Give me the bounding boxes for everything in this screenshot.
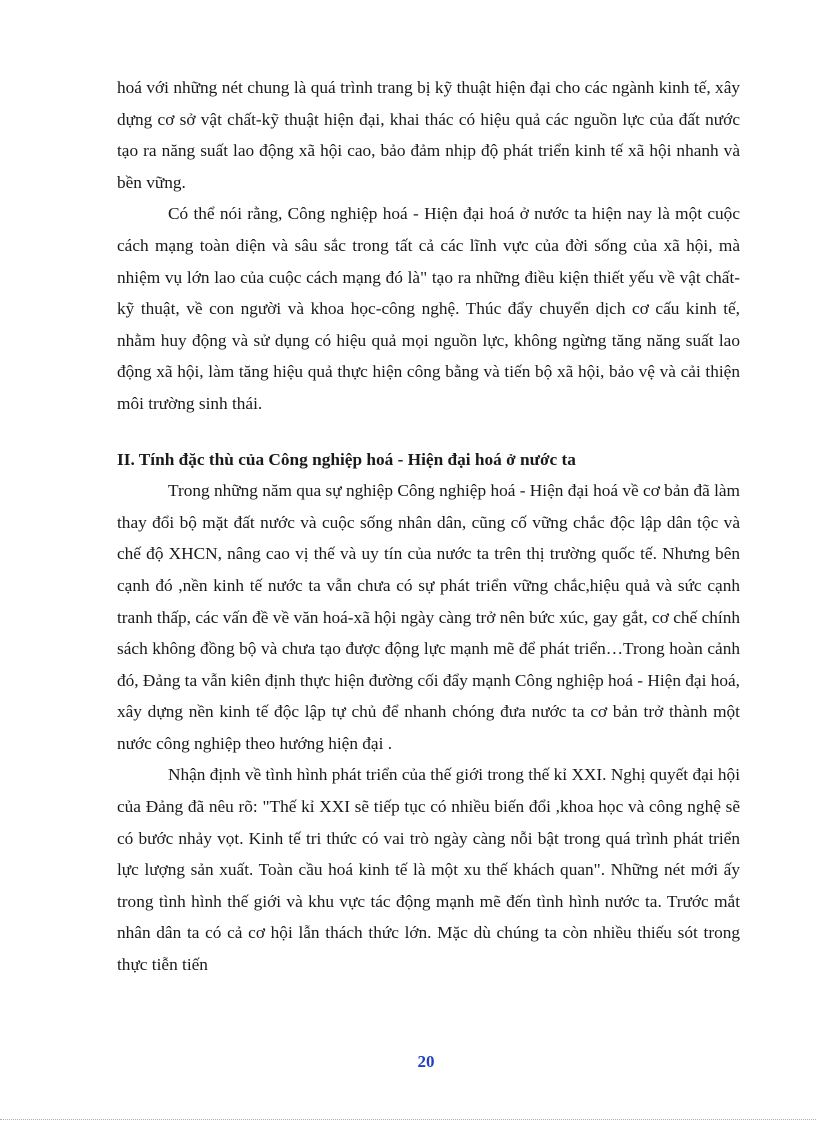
- paragraph-recent-years: Trong những năm qua sự nghiệp Công nghiệp hoá - Hiện đại hoá về cơ bản đã làm thay đổi bộ mặt đất nước và cuộc sống nhân dân, cũng cố vững chắc độc lập dân tộc và chế độ XHCN, nâng cao vị thế và uy tín của nước ta trên thị trường quốc tế. Nhưng bên cạnh đó ,nền kinh tế nước ta vẫn chưa có sự phát triển vững chắc,hiệu quả và sức cạnh tranh thấp, các vấn đề về văn hoá-xã hội ngày càng trở nên bức xúc, gay gắt, cơ chế chính sách không đồng bộ và chưa tạo được động lực mạnh mẽ để phát triển…Trong hoàn cảnh đó, Đảng ta vẫn kiên định thực hiện đường cối đẩy mạnh Công nghiệp hoá - Hiện đại hoá, xây dựng nền kinh tế độc lập tự chủ để nhanh chóng đưa nước ta cơ bản trở thành một nước công nghiệp theo hướng hiện đại .: [117, 481, 740, 753]
- paragraph-21st-century: Nhận định về tình hình phát triển của thế giới trong thế kỉ XXI. Nghị quyết đại hội của Đảng đã nêu rõ: "Thế kỉ XXI sẽ tiếp tục có nhiều biến đổi ,khoa học và công nghệ sẽ có bước nhảy vọt. Kinh tế tri thức có vai trò ngày càng nỗi bật trong quá trình phát triển lực lượng sản xuất. Toàn cầu hoá kinh tế là một xu thế khách quan". Những nét mới ấy trong tình hình thế giới và khu vực tác động mạnh mẽ đến tình hình nước ta. Trước mắt nhân dân ta có cả cơ hội lẫn thách thức lớn. Mặc dù chúng ta còn nhiều thiếu sót trong thực tiễn tiến: [117, 765, 740, 975]
- paragraph-industrialization-revolution: Có thể nói rằng, Công nghiệp hoá - Hiện đại hoá ở nước ta hiện nay là một cuộc cách mạng toàn diện và sâu sắc trong tất cả các lĩnh vực của đời sống của xã hội, mà nhiệm vụ lớn lao của cuộc cách mạng đó là" tạo ra những điều kiện thiết yếu về vật chất-kỹ thuật, về con người và khoa học-công nghệ. Thúc đẩy chuyển dịch cơ cấu kinh tế, nhằm huy động và sử dụng có hiệu quả mọi nguồn lực, không ngừng tăng năng suất lao động xã hội, làm tăng hiệu quả thực hiện công bằng và tiến bộ xã hội, bảo vệ và cải thiện môi trường sinh thái.: [117, 204, 740, 413]
- section-spacer: [117, 420, 740, 444]
- page-bottom-divider: [0, 1119, 816, 1120]
- section-heading: II. Tính đặc thù của Công nghiệp hoá - Hiện đại hoá ở nước ta: [117, 449, 576, 469]
- paragraph-continuation: hoá với những nét chung là quá trình trang bị kỹ thuật hiện đại cho các ngành kinh tế, xây dựng cơ sở vật chất-kỹ thuật hiện đại, khai thác có hiệu quả các nguồn lực của đất nước tạo ra năng suất lao động xã hội cao, bảo đảm nhịp độ phát triển kinh tế xã hội nhanh và bền vững.: [117, 78, 740, 192]
- page-body: [117, 72, 740, 981]
- page-number: 20: [417, 1052, 435, 1071]
